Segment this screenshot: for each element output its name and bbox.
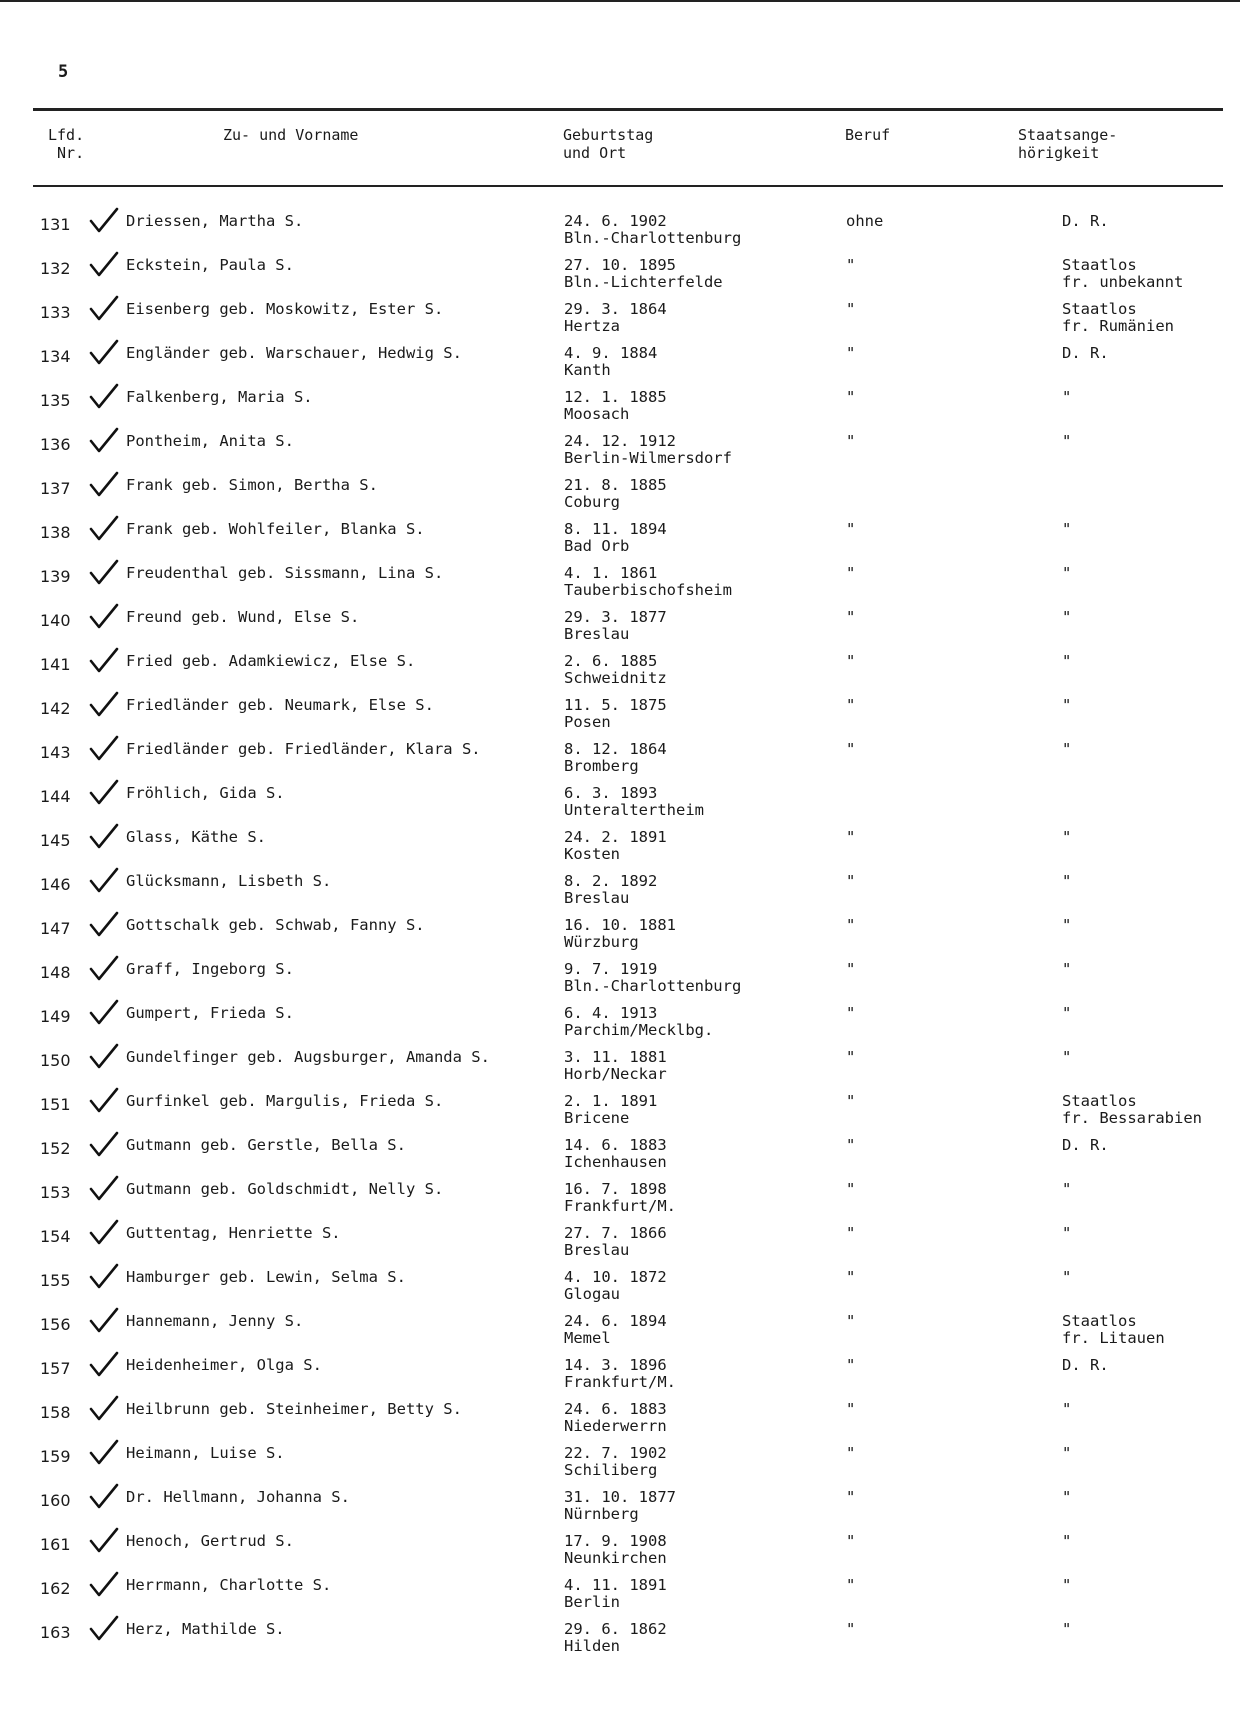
entry-staatsangehoerigkeit: " bbox=[1062, 564, 1072, 582]
table-row bbox=[0, 1212, 1240, 1259]
entry-name: Hannemann, Jenny S. bbox=[126, 1312, 304, 1330]
entry-beruf: " bbox=[846, 388, 856, 406]
entry-beruf: " bbox=[846, 1092, 856, 1110]
entry-birth-place: Bln.-Charlottenburg bbox=[564, 229, 742, 247]
checkmark-icon bbox=[88, 998, 120, 1026]
entry-birth-date: 31. 10. 1877 bbox=[564, 1488, 676, 1506]
entry-birth-date: 11. 5. 1875 bbox=[564, 696, 667, 714]
entry-birth-place: Hertza bbox=[564, 317, 620, 335]
entry-staatsangehoerigkeit: D. R. bbox=[1062, 1136, 1109, 1154]
entry-staatsangehoerigkeit: " bbox=[1062, 1444, 1072, 1462]
entry-birth-place: Bromberg bbox=[564, 757, 639, 775]
table-row bbox=[0, 1256, 1240, 1303]
entry-birth-date: 16. 10. 1881 bbox=[564, 916, 676, 934]
entry-staatsangehoerigkeit: " bbox=[1062, 740, 1072, 758]
header-name: Zu- und Vorname bbox=[223, 126, 359, 144]
entry-name: Graff, Ingeborg S. bbox=[126, 960, 294, 978]
table-row bbox=[0, 640, 1240, 687]
entry-name: Gundelfinger geb. Augsburger, Amanda S. bbox=[126, 1048, 490, 1066]
entry-name: Fröhlich, Gida S. bbox=[126, 784, 285, 802]
entry-birth-place: Kosten bbox=[564, 845, 620, 863]
entry-name: Eisenberg geb. Moskowitz, Ester S. bbox=[126, 300, 444, 318]
entry-staatsangehoerigkeit: " bbox=[1062, 960, 1072, 978]
entry-beruf: " bbox=[846, 740, 856, 758]
table-row bbox=[0, 464, 1240, 511]
entry-number: 144 bbox=[40, 787, 71, 806]
entry-number: 155 bbox=[40, 1271, 71, 1290]
entry-beruf: " bbox=[846, 828, 856, 846]
entry-birth-date: 2. 6. 1885 bbox=[564, 652, 658, 670]
entry-name: Heidenheimer, Olga S. bbox=[126, 1356, 322, 1374]
entry-birth-date: 4. 11. 1891 bbox=[564, 1576, 667, 1594]
entry-name: Freudenthal geb. Sissmann, Lina S. bbox=[126, 564, 444, 582]
entry-number: 142 bbox=[40, 699, 71, 718]
table-row bbox=[0, 596, 1240, 643]
entry-birth-date: 2. 1. 1891 bbox=[564, 1092, 658, 1110]
header-beruf: Beruf bbox=[845, 126, 891, 144]
entry-number: 161 bbox=[40, 1535, 71, 1554]
entry-birth-place: Moosach bbox=[564, 405, 630, 423]
entry-birth-place: Neunkirchen bbox=[564, 1549, 667, 1567]
entry-beruf: " bbox=[846, 960, 856, 978]
entry-staatsangehoerigkeit: " bbox=[1062, 1532, 1072, 1550]
entry-birth-date: 24. 12. 1912 bbox=[564, 432, 676, 450]
table-row bbox=[0, 860, 1240, 907]
table-row bbox=[0, 684, 1240, 731]
entry-number: 139 bbox=[40, 567, 71, 586]
entry-name: Glücksmann, Lisbeth S. bbox=[126, 872, 332, 890]
entry-staatsangehoerigkeit: " bbox=[1062, 652, 1072, 670]
entry-name: Frank geb. Simon, Bertha S. bbox=[126, 476, 378, 494]
entry-birth-place: Niederwerrn bbox=[564, 1417, 667, 1435]
entry-birth-date: 4. 10. 1872 bbox=[564, 1268, 667, 1286]
table-row bbox=[0, 1476, 1240, 1523]
entry-birth-place: Würzburg bbox=[564, 933, 639, 951]
table-row bbox=[0, 1300, 1240, 1347]
header-bottom-rule bbox=[33, 185, 1223, 187]
table-row bbox=[0, 376, 1240, 423]
entry-beruf: " bbox=[846, 1180, 856, 1198]
entry-birth-date: 9. 7. 1919 bbox=[564, 960, 658, 978]
entry-birth-place: Schweidnitz bbox=[564, 669, 667, 687]
entry-staatsangehoerigkeit: " bbox=[1062, 1576, 1072, 1594]
entry-birth-place: Parchim/Mecklbg. bbox=[564, 1021, 714, 1039]
entry-name: Friedländer geb. Neumark, Else S. bbox=[126, 696, 434, 714]
entry-name: Gumpert, Frieda S. bbox=[126, 1004, 294, 1022]
table-row bbox=[0, 288, 1240, 335]
entry-number: 135 bbox=[40, 391, 71, 410]
entry-beruf: " bbox=[846, 1620, 856, 1638]
entry-birth-date: 27. 7. 1866 bbox=[564, 1224, 667, 1242]
entry-birth-date: 21. 8. 1885 bbox=[564, 476, 667, 494]
entry-name: Gutmann geb. Gerstle, Bella S. bbox=[126, 1136, 406, 1154]
entry-staatsangehoerigkeit: " bbox=[1062, 388, 1072, 406]
checkmark-icon bbox=[88, 294, 120, 322]
entry-birth-date: 4. 9. 1884 bbox=[564, 344, 658, 362]
entry-staatsangehoerigkeit: " bbox=[1062, 916, 1072, 934]
entry-birth-place: Unteraltertheim bbox=[564, 801, 704, 819]
entry-beruf: " bbox=[846, 1356, 856, 1374]
entry-number: 137 bbox=[40, 479, 71, 498]
entry-staatsangehoerigkeit: Staatlos bbox=[1062, 1312, 1137, 1330]
page-number: 5 bbox=[58, 62, 69, 82]
entry-number: 141 bbox=[40, 655, 71, 674]
entry-name: Herrmann, Charlotte S. bbox=[126, 1576, 332, 1594]
entry-birth-place: Berlin-Wilmersdorf bbox=[564, 449, 732, 467]
entry-number: 131 bbox=[40, 215, 71, 234]
checkmark-icon bbox=[88, 822, 120, 850]
checkmark-icon bbox=[88, 690, 120, 718]
entry-birth-date: 14. 6. 1883 bbox=[564, 1136, 667, 1154]
entry-number: 157 bbox=[40, 1359, 71, 1378]
checkmark-icon bbox=[88, 1394, 120, 1422]
entry-birth-place: Coburg bbox=[564, 493, 620, 511]
entry-birth-date: 8. 2. 1892 bbox=[564, 872, 658, 890]
entry-birth-date: 24. 6. 1902 bbox=[564, 212, 667, 230]
checkmark-icon bbox=[88, 382, 120, 410]
entry-birth-date: 29. 3. 1877 bbox=[564, 608, 667, 626]
entry-staatsangehoerigkeit: " bbox=[1062, 608, 1072, 626]
entry-number: 158 bbox=[40, 1403, 71, 1422]
entry-staatsangehoerigkeit: " bbox=[1062, 872, 1072, 890]
entry-birth-place: Horb/Neckar bbox=[564, 1065, 667, 1083]
entry-name: Henoch, Gertrud S. bbox=[126, 1532, 294, 1550]
entry-birth-date: 29. 6. 1862 bbox=[564, 1620, 667, 1638]
checkmark-icon bbox=[88, 1438, 120, 1466]
entry-number: 154 bbox=[40, 1227, 71, 1246]
entry-birth-date: 4. 1. 1861 bbox=[564, 564, 658, 582]
entry-staatsangehoerigkeit: " bbox=[1062, 1224, 1072, 1242]
table-row bbox=[0, 552, 1240, 599]
entry-birth-date: 27. 10. 1895 bbox=[564, 256, 676, 274]
entry-beruf: " bbox=[846, 1136, 856, 1154]
entry-name: Eckstein, Paula S. bbox=[126, 256, 294, 274]
checkmark-icon bbox=[88, 646, 120, 674]
header-birth: Geburtstag und Ort bbox=[563, 126, 654, 162]
entry-name: Freund geb. Wund, Else S. bbox=[126, 608, 360, 626]
entry-number: 151 bbox=[40, 1095, 71, 1114]
entry-birth-place: Breslau bbox=[564, 1241, 630, 1259]
entry-birth-date: 24. 6. 1894 bbox=[564, 1312, 667, 1330]
entry-beruf: " bbox=[846, 1444, 856, 1462]
entry-number: 140 bbox=[40, 611, 71, 630]
entry-name: Gottschalk geb. Schwab, Fanny S. bbox=[126, 916, 425, 934]
table-body bbox=[0, 200, 1240, 1655]
checkmark-icon bbox=[88, 1526, 120, 1554]
entry-birth-date: 14. 3. 1896 bbox=[564, 1356, 667, 1374]
entry-birth-place: Bln.-Lichterfelde bbox=[564, 273, 723, 291]
checkmark-icon bbox=[88, 954, 120, 982]
entry-birth-place: Breslau bbox=[564, 889, 630, 907]
table-row bbox=[0, 948, 1240, 995]
entry-number: 136 bbox=[40, 435, 71, 454]
checkmark-icon bbox=[88, 1306, 120, 1334]
entry-staatsangehoerigkeit: " bbox=[1062, 1268, 1072, 1286]
entry-birth-date: 6. 4. 1913 bbox=[564, 1004, 658, 1022]
entry-staatsangehoerigkeit: " bbox=[1062, 1048, 1072, 1066]
entry-number: 156 bbox=[40, 1315, 71, 1334]
entry-number: 147 bbox=[40, 919, 71, 938]
table-row bbox=[0, 772, 1240, 819]
entry-staatsangehoerigkeit: Staatlos bbox=[1062, 256, 1137, 274]
entry-beruf: " bbox=[846, 1576, 856, 1594]
table-row bbox=[0, 904, 1240, 951]
entry-birth-place: Nürnberg bbox=[564, 1505, 639, 1523]
table-header bbox=[0, 126, 1240, 176]
entry-number: 148 bbox=[40, 963, 71, 982]
entry-birth-date: 12. 1. 1885 bbox=[564, 388, 667, 406]
table-row bbox=[0, 1168, 1240, 1215]
entry-name: Fried geb. Adamkiewicz, Else S. bbox=[126, 652, 416, 670]
entry-beruf: ohne bbox=[846, 212, 884, 230]
entry-staatsangehoerigkeit: Staatlos bbox=[1062, 1092, 1137, 1110]
header-nr: Lfd. Nr. bbox=[48, 126, 85, 162]
entry-staatsangehoerigkeit-former: fr. Rumänien bbox=[1062, 317, 1174, 335]
entry-name: Falkenberg, Maria S. bbox=[126, 388, 313, 406]
header-staatsangehoerigkeit: Staatsange- hörigkeit bbox=[1018, 126, 1118, 162]
top-border bbox=[0, 0, 1240, 2]
table-row bbox=[0, 1432, 1240, 1479]
entry-staatsangehoerigkeit: " bbox=[1062, 828, 1072, 846]
entry-staatsangehoerigkeit: " bbox=[1062, 1180, 1072, 1198]
table-row bbox=[0, 1036, 1240, 1083]
entry-birth-place: Ichenhausen bbox=[564, 1153, 667, 1171]
entry-beruf: " bbox=[846, 344, 856, 362]
entry-beruf: " bbox=[846, 652, 856, 670]
entry-staatsangehoerigkeit: D. R. bbox=[1062, 344, 1109, 362]
entry-number: 150 bbox=[40, 1051, 71, 1070]
table-row bbox=[0, 1124, 1240, 1171]
entry-staatsangehoerigkeit: " bbox=[1062, 1488, 1072, 1506]
entry-number: 160 bbox=[40, 1491, 71, 1510]
entry-birth-place: Bln.-Charlottenburg bbox=[564, 977, 742, 995]
checkmark-icon bbox=[88, 1614, 120, 1642]
entry-number: 134 bbox=[40, 347, 71, 366]
entry-beruf: " bbox=[846, 1268, 856, 1286]
checkmark-icon bbox=[88, 1570, 120, 1598]
checkmark-icon bbox=[88, 250, 120, 278]
entry-birth-place: Bricene bbox=[564, 1109, 630, 1127]
entry-name: Driessen, Martha S. bbox=[126, 212, 304, 230]
entry-birth-place: Frankfurt/M. bbox=[564, 1197, 676, 1215]
entry-name: Gutmann geb. Goldschmidt, Nelly S. bbox=[126, 1180, 444, 1198]
entry-staatsangehoerigkeit: " bbox=[1062, 520, 1072, 538]
table-row bbox=[0, 420, 1240, 467]
entry-birth-date: 8. 12. 1864 bbox=[564, 740, 667, 758]
checkmark-icon bbox=[88, 1086, 120, 1114]
entry-beruf: " bbox=[846, 872, 856, 890]
entry-number: 132 bbox=[40, 259, 71, 278]
checkmark-icon bbox=[88, 206, 120, 234]
entry-birth-date: 16. 7. 1898 bbox=[564, 1180, 667, 1198]
entry-name: Pontheim, Anita S. bbox=[126, 432, 294, 450]
entry-birth-place: Tauberbischofsheim bbox=[564, 581, 732, 599]
entry-name: Herz, Mathilde S. bbox=[126, 1620, 285, 1638]
checkmark-icon bbox=[88, 778, 120, 806]
table-row bbox=[0, 200, 1240, 247]
entry-staatsangehoerigkeit-former: fr. Bessarabien bbox=[1062, 1109, 1202, 1127]
entry-beruf: " bbox=[846, 1048, 856, 1066]
entry-birth-date: 24. 2. 1891 bbox=[564, 828, 667, 846]
entry-birth-place: Schiliberg bbox=[564, 1461, 658, 1479]
entry-name: Gurfinkel geb. Margulis, Frieda S. bbox=[126, 1092, 444, 1110]
checkmark-icon bbox=[88, 734, 120, 762]
entry-name: Guttentag, Henriette S. bbox=[126, 1224, 341, 1242]
entry-beruf: " bbox=[846, 1224, 856, 1242]
table-row bbox=[0, 508, 1240, 555]
entry-staatsangehoerigkeit: Staatlos bbox=[1062, 300, 1137, 318]
entry-staatsangehoerigkeit: " bbox=[1062, 1400, 1072, 1418]
entry-beruf: " bbox=[846, 564, 856, 582]
entry-staatsangehoerigkeit: D. R. bbox=[1062, 212, 1109, 230]
entry-birth-place: Breslau bbox=[564, 625, 630, 643]
entry-staatsangehoerigkeit: " bbox=[1062, 696, 1072, 714]
entry-birth-date: 22. 7. 1902 bbox=[564, 1444, 667, 1462]
header-top-rule bbox=[33, 108, 1223, 111]
entry-staatsangehoerigkeit-former: fr. Litauen bbox=[1062, 1329, 1165, 1347]
entry-beruf: " bbox=[846, 608, 856, 626]
checkmark-icon bbox=[88, 1042, 120, 1070]
entry-birth-place: Frankfurt/M. bbox=[564, 1373, 676, 1391]
entry-number: 149 bbox=[40, 1007, 71, 1026]
entry-beruf: " bbox=[846, 520, 856, 538]
entry-birth-date: 6. 3. 1893 bbox=[564, 784, 658, 802]
entry-number: 159 bbox=[40, 1447, 71, 1466]
entry-name: Glass, Käthe S. bbox=[126, 828, 266, 846]
entry-number: 143 bbox=[40, 743, 71, 762]
entry-name: Heimann, Luise S. bbox=[126, 1444, 285, 1462]
table-row bbox=[0, 244, 1240, 291]
entry-birth-date: 24. 6. 1883 bbox=[564, 1400, 667, 1418]
table-row bbox=[0, 1388, 1240, 1435]
entry-number: 163 bbox=[40, 1623, 71, 1642]
entry-birth-place: Glogau bbox=[564, 1285, 620, 1303]
checkmark-icon bbox=[88, 866, 120, 894]
entry-staatsangehoerigkeit: " bbox=[1062, 1004, 1072, 1022]
table-row bbox=[0, 816, 1240, 863]
checkmark-icon bbox=[88, 1174, 120, 1202]
entry-name: Hamburger geb. Lewin, Selma S. bbox=[126, 1268, 406, 1286]
entry-beruf: " bbox=[846, 432, 856, 450]
entry-name: Heilbrunn geb. Steinheimer, Betty S. bbox=[126, 1400, 462, 1418]
entry-beruf: " bbox=[846, 1312, 856, 1330]
entry-beruf: " bbox=[846, 1532, 856, 1550]
checkmark-icon bbox=[88, 1130, 120, 1158]
checkmark-icon bbox=[88, 602, 120, 630]
table-row bbox=[0, 1080, 1240, 1127]
entry-birth-place: Posen bbox=[564, 713, 611, 731]
entry-number: 138 bbox=[40, 523, 71, 542]
checkmark-icon bbox=[88, 426, 120, 454]
checkmark-icon bbox=[88, 338, 120, 366]
entry-name: Friedländer geb. Friedländer, Klara S. bbox=[126, 740, 481, 758]
entry-beruf: " bbox=[846, 696, 856, 714]
checkmark-icon bbox=[88, 1350, 120, 1378]
entry-birth-place: Memel bbox=[564, 1329, 611, 1347]
table-row bbox=[0, 728, 1240, 775]
checkmark-icon bbox=[88, 1482, 120, 1510]
entry-number: 146 bbox=[40, 875, 71, 894]
entry-staatsangehoerigkeit: " bbox=[1062, 1620, 1072, 1638]
checkmark-icon bbox=[88, 558, 120, 586]
table-row bbox=[0, 1608, 1240, 1655]
checkmark-icon bbox=[88, 1218, 120, 1246]
entry-number: 145 bbox=[40, 831, 71, 850]
checkmark-icon bbox=[88, 910, 120, 938]
entry-number: 152 bbox=[40, 1139, 71, 1158]
entry-birth-date: 8. 11. 1894 bbox=[564, 520, 667, 538]
entry-staatsangehoerigkeit-former: fr. unbekannt bbox=[1062, 273, 1184, 291]
entry-beruf: " bbox=[846, 300, 856, 318]
entry-birth-date: 17. 9. 1908 bbox=[564, 1532, 667, 1550]
checkmark-icon bbox=[88, 470, 120, 498]
entry-staatsangehoerigkeit: " bbox=[1062, 432, 1072, 450]
table-row bbox=[0, 992, 1240, 1039]
table-row bbox=[0, 1344, 1240, 1391]
entry-birth-place: Bad Orb bbox=[564, 537, 630, 555]
entry-number: 162 bbox=[40, 1579, 71, 1598]
table-row bbox=[0, 1564, 1240, 1611]
entry-beruf: " bbox=[846, 256, 856, 274]
entry-name: Engländer geb. Warschauer, Hedwig S. bbox=[126, 344, 462, 362]
table-row bbox=[0, 332, 1240, 379]
entry-birth-date: 3. 11. 1881 bbox=[564, 1048, 667, 1066]
entry-beruf: " bbox=[846, 1488, 856, 1506]
entry-beruf: " bbox=[846, 1004, 856, 1022]
entry-number: 153 bbox=[40, 1183, 71, 1202]
entry-beruf: " bbox=[846, 1400, 856, 1418]
table-row bbox=[0, 1520, 1240, 1567]
entry-birth-place: Berlin bbox=[564, 1593, 620, 1611]
checkmark-icon bbox=[88, 514, 120, 542]
entry-name: Frank geb. Wohlfeiler, Blanka S. bbox=[126, 520, 425, 538]
checkmark-icon bbox=[88, 1262, 120, 1290]
entry-birth-date: 29. 3. 1864 bbox=[564, 300, 667, 318]
entry-staatsangehoerigkeit: D. R. bbox=[1062, 1356, 1109, 1374]
entry-beruf: " bbox=[846, 916, 856, 934]
entry-birth-place: Kanth bbox=[564, 361, 611, 379]
entry-number: 133 bbox=[40, 303, 71, 322]
entry-birth-place: Hilden bbox=[564, 1637, 620, 1655]
entry-name: Dr. Hellmann, Johanna S. bbox=[126, 1488, 350, 1506]
